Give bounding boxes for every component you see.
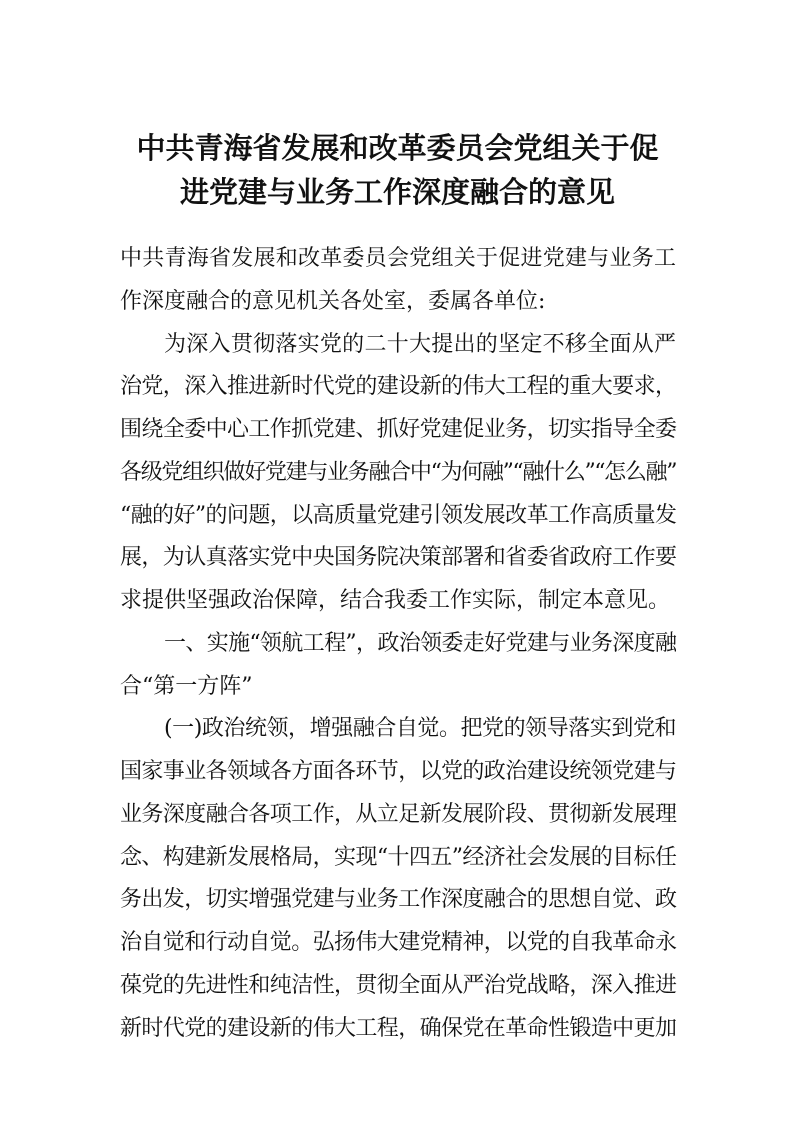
body-line: 葆党的先进性和纯洁性，贯彻全面从严治党战略，深入推进 [120,972,676,998]
body-line: 念、构建新发展格局，实现“十四五”经济社会发展的目标任 [120,844,676,870]
body-line: 务出发，切实增强党建与业务工作深度融合的思想自觉、政 [120,887,676,913]
body-line: 新时代党的建设新的伟大工程，确保党在革命性锻造中更加 [120,1015,676,1041]
body-line: 治党，深入推进新时代党的建设新的伟大工程的重大要求， [120,374,676,400]
body-line: 展，为认真落实党中央国务院决策部署和省委省政府工作要 [120,545,676,571]
body-line: 业务深度融合各项工作，从立足新发展阶段、贯彻新发展理 [120,801,676,827]
body-line: 中共青海省发展和改革委员会党组关于促进党建与业务工 [120,246,676,271]
body-line: 为深入贯彻落实党的二十大提出的坚定不移全面从严 [164,331,676,357]
document-body [120,238,676,1050]
body-line: 围绕全委中心工作抓党建、抓好党建促业务，切实指导全委 [120,417,676,442]
title-line: 进党建与业务工作深度融合的意见 [179,175,615,209]
body-line: 一、实施“领航工程”，政治领委走好党建与业务深度融 [164,630,676,656]
body-line: 治自觉和行动自觉。弘扬伟大建党精神，以党的自我革命永 [120,930,676,955]
body-line: 合“第一方阵” [120,673,253,699]
body-line: 作深度融合的意见机关各处室，委属各单位: [120,288,546,314]
document-title [120,126,675,214]
body-line: 求提供坚强政治保障，结合我委工作实际，制定本意见。 [120,588,671,613]
body-line: “融的好”的问题，以高质量党建引领发展改革工作高质量发 [120,502,676,528]
body-line: 国家事业各领域各方面各环节，以党的政治建设统领党建与 [120,759,676,784]
body-line: (一)政治统领，增强融合自觉。把党的领导落实到党和 [164,716,676,742]
title-line: 中共青海省发展和改革委员会党组关于促 [136,131,659,165]
body-line: 各级党组织做好党建与业务融合中“为何融”“融什么”“怎么融” [120,459,676,485]
